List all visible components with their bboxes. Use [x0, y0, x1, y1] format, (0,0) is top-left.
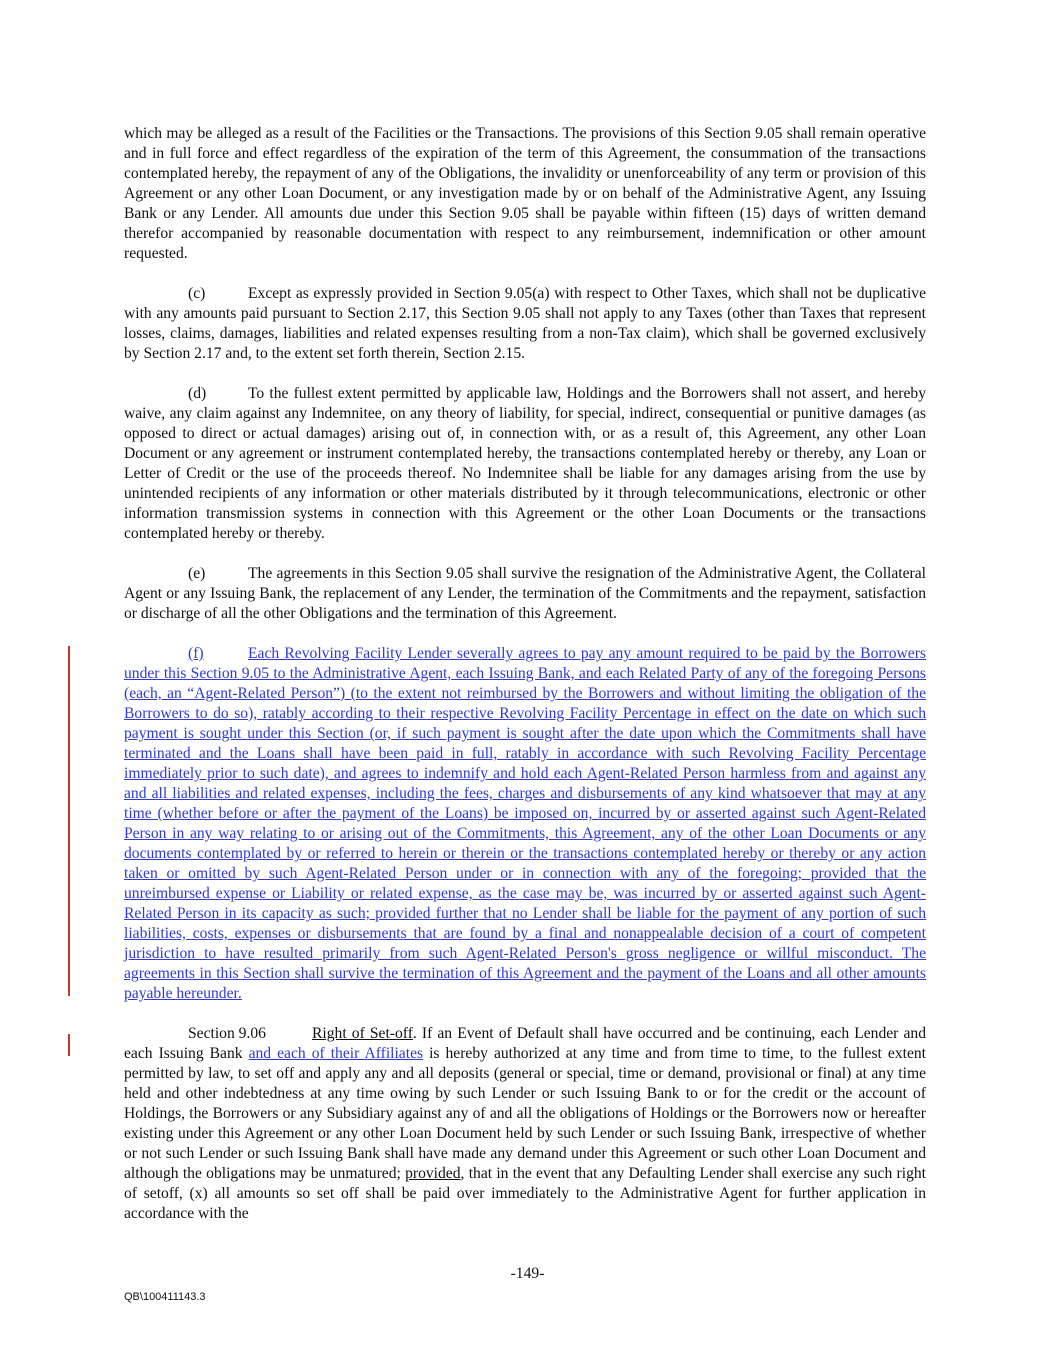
paragraph-text: Each Revolving Facility Lender severally agrees to pay any amount required to be paid by the Borrowers under this Section 9.05 to the Administrative Agent, each Issuing Bank, and each Related Party of any of the foregoing Persons (each, an “Agent-Related Person”) (to the extent not reimbursed by the Borrowers and without limiting the obligation of the Borrowers to do so), ratably according to their respective Revolving Facility Percentage in effect on the date on which such payment is sought under this Section (or, if such payment is sought after the date upon which the Commitments shall have terminated and the Loans shall have been paid in full, ratably in accordance with such Revolving Facility Percentage immediately prior to such date), and agrees to indemnify and hold each Agent-Related Person harmless from and against any and all liabilities and related expenses, including the fees, charges and disbursements of any kind whatsoever that may at any time (whether before or after the payment of the Loans) be imposed on, incurred by or asserted against such Agent-Related Person in any way relating to or arising out of the Commitments, this Agreement, any of the other Loan Documents or any documents contemplated by or referred to herein or therein or the transactions contemplated hereby or thereby or any action taken or omitted by such Agent-Related Person under or in connection with any of the foregoing; provided that the unreimbursed expense or Liability or related expense, as the case may be, was incurred by or asserted against such Agent-Related Person in its capacity as such; provided further that no Lender shall be liable for the payment of any portion of such liabilities, costs, expenses or disbursements that are found by a final and nonappealable decision of a court of competent jurisdiction to have resulted primarily from such Agent-Related Person's gross negligence or willful misconduct. The agreements in this Section shall survive the termination of this Agreement and the payment of the Loans and all other amounts payable hereunder. — [124, 645, 926, 1002]
section-9-06 — [124, 1024, 926, 1224]
paragraph-d — [124, 384, 926, 544]
paragraph-label: (c) — [188, 285, 206, 302]
paragraph-label: (d) — [188, 385, 207, 402]
paragraph-text: To the fullest extent permitted by applicable law, Holdings and the Borrowers shall not assert, and hereby waive, any claim against any Indemnitee, on any theory of liability, for special, indirect, consequential or punitive damages (as opposed to direct or actual damages) arising out of, in connection with, or as a result of, this Agreement, any other Loan Document or any agreement or instrument contemplated hereby, the transactions contemplated hereby or thereby, any Loan or Letter of Credit or the use of the proceeds thereof. No Indemnitee shall be liable for any damages arising from the use by unintended recipients of any information or other materials distributed by it through telecommunications, electronic or other information transmission systems in connection with this Agreement or the other Loan Documents or the transactions contemplated hereby or thereby. — [124, 385, 926, 542]
paragraph-label: (e) — [188, 565, 206, 582]
paragraph-continuation — [124, 124, 926, 264]
paragraph-e — [124, 564, 926, 624]
section-text: , that in the event that any Defaulting Lender shall exercise any such right of setoff, (x) all amounts so set off shall be paid over immediately to the Administrative Agent for further application in accordance with the — [124, 1165, 926, 1222]
document-id: QB\100411143.3 — [124, 1291, 206, 1303]
section-title: Right of Set-off — [312, 1025, 413, 1042]
paragraph-c — [124, 284, 926, 364]
paragraph-text: which may be alleged as a result of the Facilities or the Transactions. The provisions of this Section 9.05 shall remain operative and in full force and effect regardless of the expiration of the term of this Agreement, the consummation of the transactions contemplated hereby, the repayment of any of the Obligations, the invalidity or unenforceability of any term or provision of this Agreement or any other Loan Document, or any investigation made by or on behalf of the Administrative Agent, any Issuing Bank or any Lender. All amounts due under this Section 9.05 shall be payable within fifteen (15) days of written demand therefor accompanied by reasonable documentation with respect to any reimbursement, indemnification or other amount requested. — [124, 125, 926, 262]
paragraph-text: Except as expressly provided in Section 9.05(a) with respect to Other Taxes, which shall not be duplicative with any amounts paid pursuant to Section 2.17, this Section 9.05 shall not apply to any Taxes (other than Taxes that represent losses, claims, damages, liabilities and related expenses resulting from a non-Tax claim), which shall be governed exclusively by Section 2.17 and, to the extent set forth therein, Section 2.15. — [124, 285, 926, 362]
section-text: is hereby authorized at any time and from time to time, to the fullest extent permitted by law, to set off and apply any and all deposits (general or special, time or demand, provisional or final) at any time held and other indebtedness at any time owing by such Lender or such Issuing Bank to or for the credit or the account of Holdings, the Borrowers or any Subsidiary against any of and all the obligations of Holdings or the Borrowers now or hereafter existing under this Agreement or any other Loan Document held by such Lender or such Issuing Bank, irrespective of whether or not such Lender or such Issuing Bank shall have made any demand under this Agreement or such other Loan Document and although the obligations may be unmatured; — [124, 1045, 927, 1182]
inserted-text: and each of their Affiliates — [248, 1045, 424, 1062]
paragraph-text: The agreements in this Section 9.05 shall survive the resignation of the Administrative Agent, the Collateral Agent or any Issuing Bank, the replacement of any Lender, the termination of the Commitments and the repayment, satisfaction or discharge of all the other Obligations and the termination of this Agreement. — [124, 565, 926, 622]
page-number: -149- — [510, 1265, 545, 1282]
provided-term: provided — [405, 1165, 461, 1182]
paragraph-f-inserted — [124, 644, 926, 1004]
change-bar-f — [68, 646, 70, 996]
section-number: Section 9.06 — [188, 1025, 266, 1042]
document-page — [124, 124, 926, 1244]
paragraph-label: (f) — [188, 645, 204, 662]
section-text: . If an Event of Default shall have occurred and be continuing, each Lender and each Issuing Bank — [124, 1025, 926, 1062]
change-bar-906 — [68, 1034, 70, 1056]
